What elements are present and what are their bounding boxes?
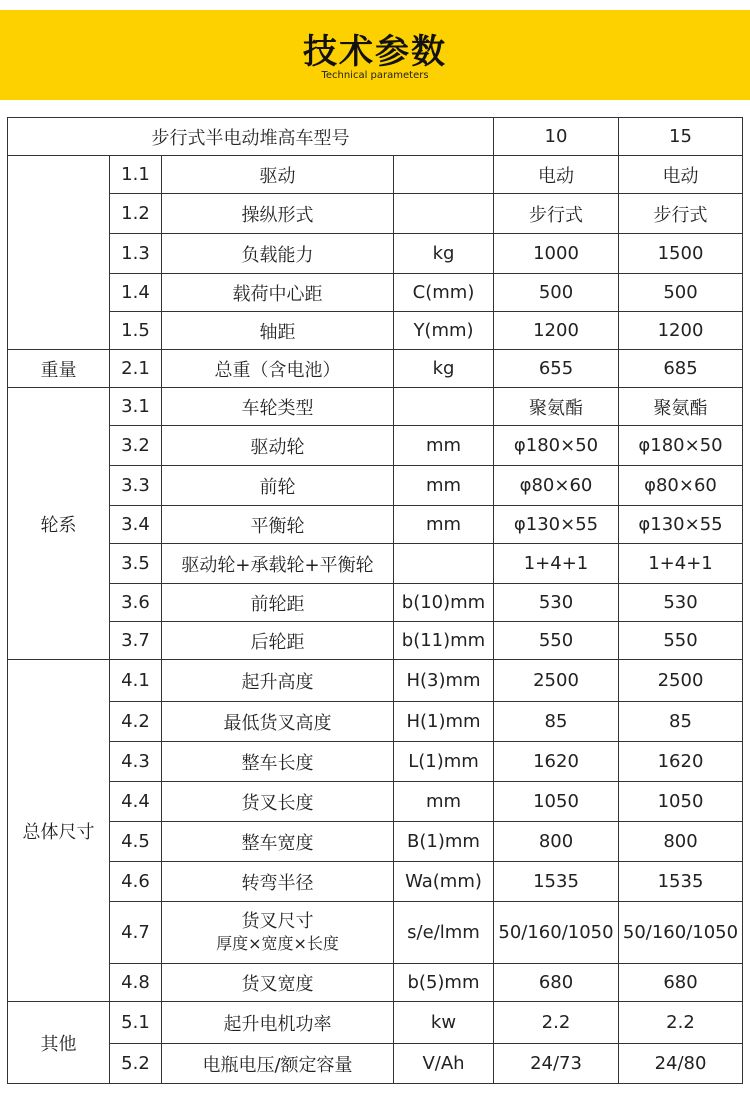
table-row [8,156,743,194]
value-model-2: φ130×55 [619,506,743,544]
item-unit [394,156,494,194]
item-name: 总重（含电池） [162,350,394,388]
value-model-1: 85 [494,702,619,742]
value-model-1: 1200 [494,312,619,350]
item-number: 4.5 [110,822,162,862]
table-row [8,544,743,584]
item-number: 3.4 [110,506,162,544]
item-name: 操纵形式 [162,194,394,234]
table-row [8,1044,743,1084]
model-row [8,118,743,156]
item-unit: C(mm) [394,274,494,312]
table-row [8,782,743,822]
item-unit: kg [394,350,494,388]
item-number: 4.7 [110,902,162,964]
item-name: 车轮类型 [162,388,394,426]
item-unit: b(5)mm [394,964,494,1002]
table-row [8,506,743,544]
value-model-1: 550 [494,622,619,660]
item-unit: b(10)mm [394,584,494,622]
item-name: 货叉长度 [162,782,394,822]
item-unit [394,388,494,426]
value-model-2: 2.2 [619,1002,743,1044]
value-model-1: 电动 [494,156,619,194]
value-model-2: 1535 [619,862,743,902]
item-number: 1.5 [110,312,162,350]
value-model-1: φ180×50 [494,426,619,466]
item-number: 5.1 [110,1002,162,1044]
group-label: 其他 [8,1002,110,1084]
item-number: 3.7 [110,622,162,660]
item-number: 4.2 [110,702,162,742]
value-model-1: 1620 [494,742,619,782]
table-row [8,312,743,350]
table-row [8,622,743,660]
value-model-2: φ80×60 [619,466,743,506]
item-unit: mm [394,426,494,466]
item-unit: Y(mm) [394,312,494,350]
item-number: 3.1 [110,388,162,426]
item-name: 转弯半径 [162,862,394,902]
item-name: 驱动轮 [162,426,394,466]
item-unit [394,544,494,584]
item-number: 5.2 [110,1044,162,1084]
item-name: 负载能力 [162,234,394,274]
item-name: 驱动轮+承载轮+平衡轮 [162,544,394,584]
value-model-1: 530 [494,584,619,622]
item-name: 电瓶电压/额定容量 [162,1044,394,1084]
item-name: 轴距 [162,312,394,350]
item-number: 4.8 [110,964,162,1002]
item-name-line2: 厚度×宽度×长度 [216,933,339,953]
group-label: 重量 [8,350,110,388]
value-model-1: 800 [494,822,619,862]
value-model-2: 800 [619,822,743,862]
item-name: 整车长度 [162,742,394,782]
group-label [8,156,110,350]
value-model-2: 2500 [619,660,743,702]
value-model-1: 1535 [494,862,619,902]
item-name: 整车宽度 [162,822,394,862]
item-name: 载荷中心距 [162,274,394,312]
value-model-2: 1620 [619,742,743,782]
value-model-1: 655 [494,350,619,388]
item-name: 起升电机功率 [162,1002,394,1044]
item-name: 货叉宽度 [162,964,394,1002]
item-number: 3.3 [110,466,162,506]
item-unit: mm [394,466,494,506]
group-label: 总体尺寸 [8,660,110,1002]
value-model-2: 1500 [619,234,743,274]
table-row [8,426,743,466]
item-number: 4.6 [110,862,162,902]
value-model-2: 50/160/1050 [619,902,743,964]
item-unit: Wa(mm) [394,862,494,902]
item-number: 1.4 [110,274,162,312]
table-row [8,660,743,702]
item-unit: H(1)mm [394,702,494,742]
item-unit: mm [394,506,494,544]
value-model-2: 550 [619,622,743,660]
item-unit: mm [394,782,494,822]
table-row [8,1002,743,1044]
table-row [8,350,743,388]
model-2: 15 [619,118,743,156]
item-number: 2.1 [110,350,162,388]
page-title: 技术参数 [303,32,447,72]
value-model-1: φ80×60 [494,466,619,506]
table-row [8,964,743,1002]
value-model-1: 1000 [494,234,619,274]
item-unit [394,194,494,234]
value-model-2: 步行式 [619,194,743,234]
table-row [8,274,743,312]
header-banner [0,10,750,100]
value-model-1: 1+4+1 [494,544,619,584]
item-name: 前轮 [162,466,394,506]
value-model-2: φ180×50 [619,426,743,466]
item-unit: kg [394,234,494,274]
table-row [8,862,743,902]
value-model-1: φ130×55 [494,506,619,544]
table-row [8,194,743,234]
page-subtitle: Technical parameters [321,70,429,81]
table-row [8,702,743,742]
item-name: 起升高度 [162,660,394,702]
item-number: 4.3 [110,742,162,782]
value-model-2: 685 [619,350,743,388]
item-name: 最低货叉高度 [162,702,394,742]
item-name: 驱动 [162,156,394,194]
value-model-2: 1+4+1 [619,544,743,584]
value-model-1: 680 [494,964,619,1002]
item-number: 3.2 [110,426,162,466]
item-number: 1.3 [110,234,162,274]
value-model-2: 聚氨酯 [619,388,743,426]
table-row [8,584,743,622]
value-model-1: 2500 [494,660,619,702]
table-row [8,902,743,964]
table-row [8,822,743,862]
item-unit: kw [394,1002,494,1044]
value-model-2: 500 [619,274,743,312]
item-unit: b(11)mm [394,622,494,660]
value-model-2: 电动 [619,156,743,194]
item-unit: H(3)mm [394,660,494,702]
model-label: 步行式半电动堆高车型号 [8,118,494,156]
value-model-2: 24/80 [619,1044,743,1084]
model-1: 10 [494,118,619,156]
value-model-1: 50/160/1050 [494,902,619,964]
item-unit: B(1)mm [394,822,494,862]
item-number: 3.5 [110,544,162,584]
value-model-1: 1050 [494,782,619,822]
table-row [8,466,743,506]
table-row [8,742,743,782]
group-label: 轮系 [8,388,110,660]
value-model-2: 680 [619,964,743,1002]
value-model-1: 500 [494,274,619,312]
value-model-1: 步行式 [494,194,619,234]
table-row [8,388,743,426]
item-unit: s/e/lmm [394,902,494,964]
value-model-1: 聚氨酯 [494,388,619,426]
item-number: 3.6 [110,584,162,622]
item-name-line1: 货叉尺寸 [241,910,314,932]
item-name: 后轮距 [162,622,394,660]
value-model-1: 2.2 [494,1002,619,1044]
value-model-1: 24/73 [494,1044,619,1084]
item-number: 4.4 [110,782,162,822]
value-model-2: 85 [619,702,743,742]
item-number: 4.1 [110,660,162,702]
value-model-2: 1050 [619,782,743,822]
value-model-2: 530 [619,584,743,622]
item-number: 1.1 [110,156,162,194]
item-unit: L(1)mm [394,742,494,782]
item-name [162,902,394,964]
item-unit: V/Ah [394,1044,494,1084]
table-row [8,234,743,274]
item-name: 前轮距 [162,584,394,622]
item-number: 1.2 [110,194,162,234]
value-model-2: 1200 [619,312,743,350]
spec-table [7,117,743,1084]
item-name: 平衡轮 [162,506,394,544]
